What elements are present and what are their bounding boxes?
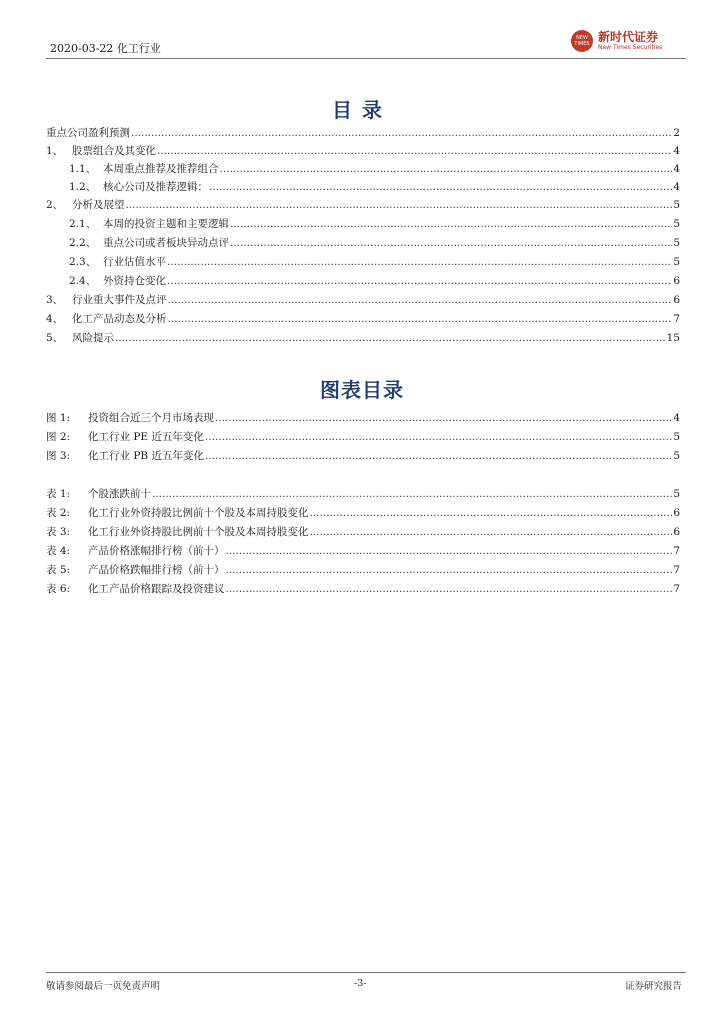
footer-divider (46, 972, 686, 973)
toc-entry[interactable]: 2.4、 外资持仓变化 ..... 6 (69, 273, 680, 291)
logo-english-name: New Times Securities (598, 44, 663, 51)
toc-entry[interactable]: 2.3、 行业估值水平 ..... 5 (69, 254, 680, 272)
figure-entry[interactable]: 图 3: 化工行业 PB 近五年变化 ..... 5 (46, 448, 680, 466)
company-logo (571, 30, 662, 52)
toc-entry[interactable]: 5、 风险提示 ..... 15 (46, 330, 680, 348)
toc-title: 目录 (332, 98, 392, 122)
footer-disclaimer-note: 敬请参阅最后一页免责声明 (46, 981, 161, 992)
footer-report-type: 证券研究报告 (624, 981, 682, 992)
logo-circle-icon (571, 30, 593, 52)
toc-entry[interactable]: 4、 化工产品动态及分析 ..... 7 (46, 311, 680, 329)
table-entry[interactable]: 表 6: 化工产品价格跟踪及投资建议 ..... 7 (46, 581, 680, 599)
figure-toc-title: 图表目录 (320, 378, 404, 402)
header-date-industry: 2020-03-22 化工行业 (50, 42, 161, 55)
table-entry[interactable]: 表 5: 产品价格跌幅排行榜（前十） ..... 7 (46, 562, 680, 580)
toc-entry[interactable]: 2.1、 本周的投资主题和主要逻辑 ..... 5 (69, 216, 680, 234)
toc-entry[interactable]: 1.1、 本周重点推荐及推荐组合 ..... 4 (69, 161, 680, 179)
toc-entry[interactable]: 2.2、 重点公司或者板块异动点评 ..... 5 (69, 235, 680, 253)
toc-entry[interactable]: 2、 分析及展望 ..... 5 (46, 197, 680, 215)
table-entry[interactable]: 表 3: 化工行业外资持股比例前十个股及本周持股变化 ..... 6 (46, 524, 680, 542)
figure-entry[interactable]: 图 1: 投资组合近三个月市场表现 ..... 4 (46, 410, 680, 428)
table-entry[interactable]: 表 4: 产品价格涨幅排行榜（前十） ..... 7 (46, 543, 680, 561)
toc-entry[interactable]: 1、 股票组合及其变化 ..... 4 (46, 143, 680, 161)
page-number: -3- (354, 978, 367, 989)
logo-circle-text-2: TIMES (574, 41, 590, 47)
logo-circle-text-1: NEW (576, 35, 588, 41)
toc-entry[interactable]: 3、 行业重大事件及点评 ..... 6 (46, 292, 680, 310)
figure-entry[interactable]: 图 2: 化工行业 PE 近五年变化 ..... 5 (46, 429, 680, 447)
table-entry[interactable]: 表 1: 个股涨跌前十 ..... 5 (46, 486, 680, 504)
toc-entry[interactable]: 重点公司盈利预测 ..... 2 (46, 125, 680, 143)
logo-chinese-name: 新时代证券 (598, 30, 659, 44)
toc-entry[interactable]: 1.2、 核心公司及推荐逻辑： ..... 4 (69, 179, 680, 197)
table-entry[interactable]: 表 2: 化工行业外资持股比例前十个股及本周持股变化 ..... 6 (46, 505, 680, 523)
header-divider (46, 58, 686, 59)
